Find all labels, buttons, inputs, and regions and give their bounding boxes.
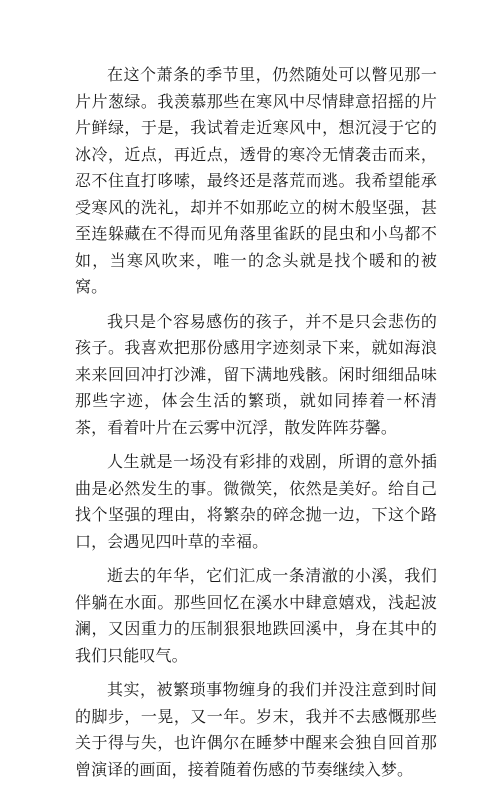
paragraph-3: 人生就是一场没有彩排的戏剧，所谓的意外插曲是必然发生的事。微微笑，依然是美好。给自己找个坚强的理由，将繁杂的碎念抛一边，下这个路口，会遇见四叶草的幸福。 — [75, 452, 437, 551]
paragraph-5: 其实，被繁琐事物缠身的我们并没注意到时间的脚步，一晃，又一年。岁末，我并不去感慨那些关于得与失，也许偶尔在睡梦中醒来会独自回首那曾演译的画面，接着随着伤感的节奏继续入梦。 — [75, 680, 437, 779]
paragraph-2: 我只是个容易感伤的孩子，并不是只会悲伤的孩子。我喜欢把那份感用字迹刻录下来，就如海浪来来回回冲打沙滩，留下满地残骸。闲时细细品味那些字迹，体会生活的繁琐，就如同捧着一杯清茶，看着叶片在云雾中沉浮，散发阵阵芬馨。 — [75, 311, 437, 437]
paragraph-1: 在这个萧条的季节里，仍然随处可以瞥见那一片片葱绿。我羡慕那些在寒风中尽情肆意招摇的片片鲜绿，于是，我试着走近寒风中，想沉浸于它的冰冷，近点，再近点，透骨的寒冷无情袭击而来，忍不住直打哆嗦，最终还是落荒而逃。我希望能承受寒风的洗礼，却并不如那屹立的树木般坚强，甚至连躲藏在不得而见角落里雀跃的昆虫和小鸟都不如，当寒风吹来，唯一的念头就是找个暖和的被窝。 — [75, 65, 437, 296]
paragraph-4: 逝去的年华，它们汇成一条清澈的小溪，我们伴躺在水面。那些回忆在溪水中肆意嬉戏，浅起波澜，又因重力的压制狠狠地跌回溪中，身在其中的我们只能叹气。 — [75, 566, 437, 665]
document-body — [75, 62, 437, 791]
